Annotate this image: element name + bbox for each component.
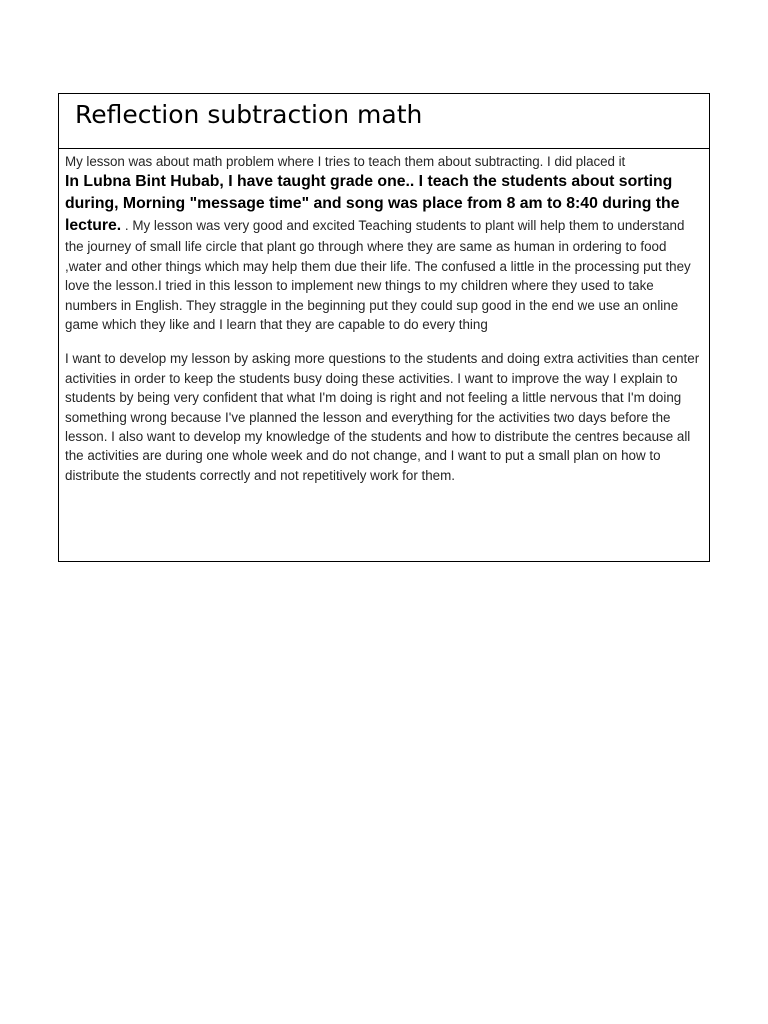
reflection-paragraph-2: I want to develop my lesson by asking more questions to the students and doing extra activities than center activities in order to keep the students busy doing these activities. I want to improve the way I explain to students by being very confident that what I'm doing is right and not feeling a little nervous that I'm doing something wrong because I've planned the lesson and everything for the activities two days before the lesson. I also want to develop my knowledge of the students and how to distribute the centres because all the activities are during one whole week and do not change, and I want to put a small plan on how to distribute the students correctly and not repetitively work for them. [65,351,700,483]
title-cell [59,94,709,149]
paragraph-1-lead: My lesson was about math problem where I tries to teach them about subtracting. I did placed it [65,154,626,169]
body-cell [59,149,709,561]
reflection-table [58,93,710,562]
paragraph-1-bold: In Lubna Bint Hubab, I have taught grade one.. I teach the students about sorting during, Morning "message time" and song was place from 8 am to 8:40 during the lecture. [65,173,680,235]
paragraph-1-rest: . My lesson was very good and excited Teaching students to plant will help them to understand the journey of small life circle that plant go through where they are same as human in ordering to food ,water and other things which may help them due their life. The confused a little in the processing put they love the lesson.I tried in this lesson to implement new things to my children where they used to take numbers in English. They straggle in the beginning put they could sup good in the end we use an online game which they like and I learn that they are capable to do every thing [65,218,691,333]
document-title: Reflection subtraction math [75,100,423,129]
reflection-paragraph-1 [65,152,703,334]
